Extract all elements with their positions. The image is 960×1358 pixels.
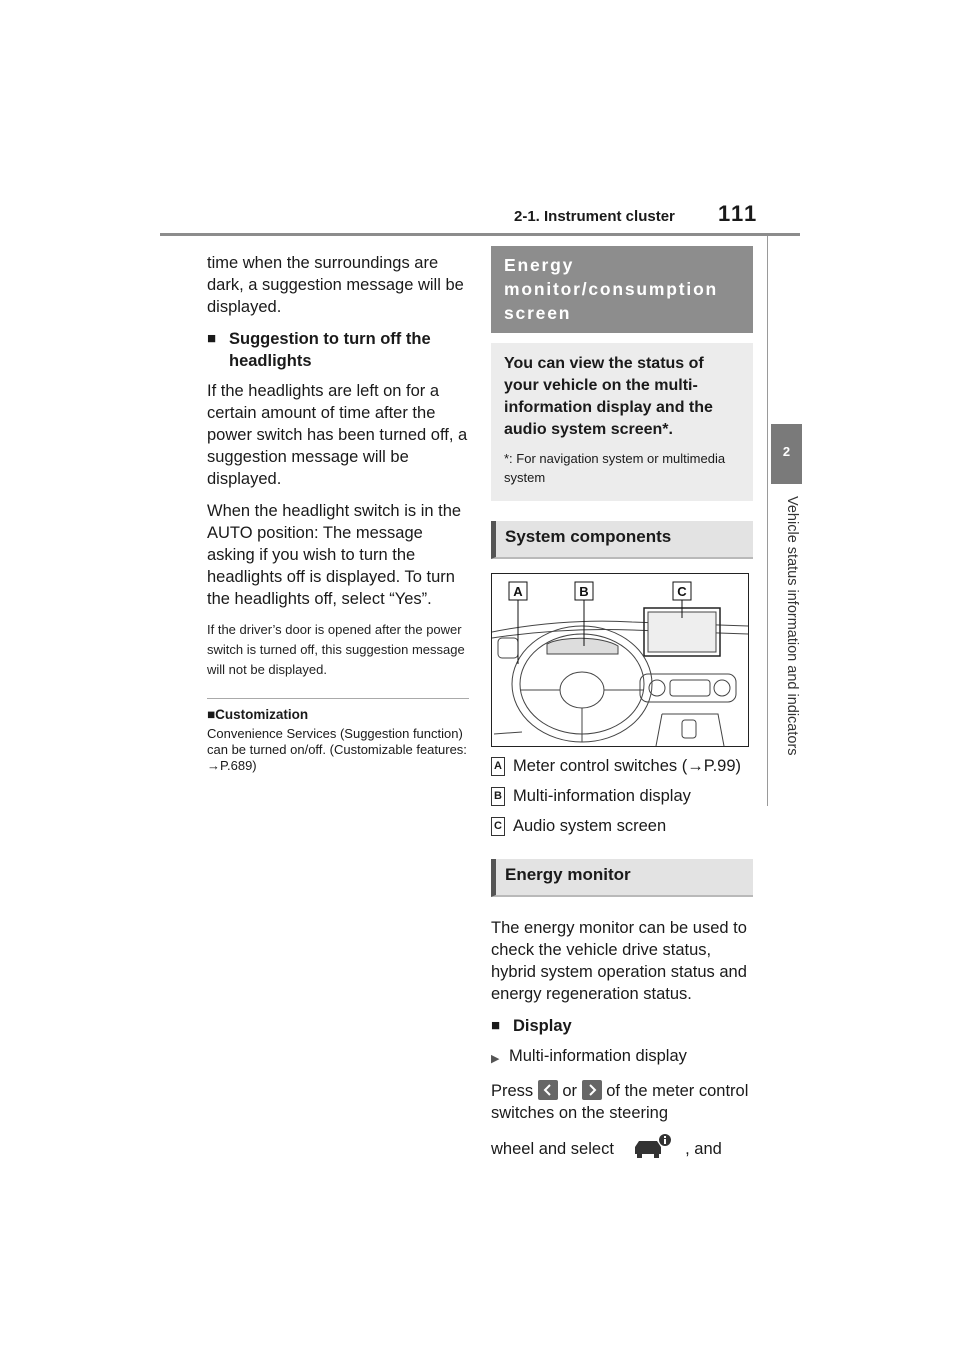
square-bullet-icon: ■ — [491, 1017, 501, 1034]
instruction-paragraph — [491, 1134, 753, 1160]
chapter-title: Vehicle status information and indicators — [784, 496, 800, 756]
intro-text: You can view the status of your vehicle on the multi-information display and the audio system screen*. — [504, 355, 713, 438]
triangle-bullet-icon: ▶ — [491, 1053, 500, 1065]
legend-text: Audio system screen — [513, 817, 667, 835]
legend-text: Multi-information display — [513, 787, 691, 805]
customization-text: Convenience Services (Suggestion function) can be turned on/off. (Customizable features: →P.689) — [207, 726, 467, 773]
header-rule — [160, 233, 800, 236]
paragraph: If the headlights are left on for a certain amount of time after the power switch has been turned off, a suggestion message will be displayed. — [207, 382, 468, 488]
subheading — [207, 328, 469, 372]
paragraph: When the headlight switch is in the AUTO position: The message asking if you wish to turn the headlights off is displayed. To turn the headlights off, select “Yes”. — [207, 502, 462, 608]
intro-box — [491, 343, 753, 501]
system-components-heading: System components — [491, 521, 753, 559]
legend-key: A — [491, 757, 505, 776]
instruction-text: wheel and select — [491, 1140, 614, 1158]
paragraph: The energy monitor can be used to check the vehicle drive status, hybrid system operation status and energy regeneration status. — [491, 919, 747, 1003]
instruction-text: Press — [491, 1082, 534, 1100]
callout-a: A — [513, 584, 523, 599]
instruction-text: , and — [685, 1140, 722, 1158]
bullet-text: Multi-information display — [509, 1047, 687, 1065]
bullet-item — [491, 1045, 753, 1070]
legend-item — [491, 755, 753, 777]
side-divider — [767, 236, 768, 806]
subheading — [491, 1015, 753, 1037]
footnote: *: For navigation system or multimedia system — [504, 451, 726, 485]
instruction-text: or — [562, 1082, 578, 1100]
section-heading-box: Energy monitor/consumption screen — [491, 246, 753, 333]
legend-item — [491, 815, 753, 837]
energy-monitor-heading: Energy monitor — [491, 859, 753, 897]
callout-b: B — [579, 584, 589, 599]
legend-key: C — [491, 817, 505, 836]
legend-item — [491, 785, 753, 807]
dashboard-drawing — [492, 574, 748, 746]
square-bullet-icon: ■ — [207, 330, 217, 347]
car-info-icon — [625, 1134, 675, 1160]
right-arrow-button-icon — [582, 1080, 602, 1100]
legend-text: Meter control switches (→P.99) — [513, 757, 742, 775]
small-note: If the driver’s door is opened after the power switch is turned off, this suggestion message will not be displayed. — [207, 622, 465, 677]
instruction-text: of the meter control switches on the steering — [491, 1082, 749, 1122]
paragraph: time when the surroundings are dark, a suggestion message will be displayed. — [207, 254, 464, 316]
legend-key: B — [491, 787, 505, 806]
left-column — [207, 252, 469, 774]
divider — [207, 698, 469, 699]
section-title: 2-1. Instrument cluster — [514, 208, 675, 225]
customization-heading: ■Customization — [207, 707, 309, 722]
subheading-text: Display — [513, 1017, 572, 1035]
subheading-text: Suggestion to turn off the headlights — [229, 330, 431, 370]
left-arrow-button-icon — [538, 1080, 558, 1100]
dashboard-illustration — [491, 573, 749, 747]
callout-c: C — [677, 584, 687, 599]
right-column — [491, 246, 753, 1170]
instruction-paragraph — [491, 1080, 753, 1124]
chapter-number: 2 — [782, 444, 791, 459]
page-number: 111 — [718, 201, 759, 226]
